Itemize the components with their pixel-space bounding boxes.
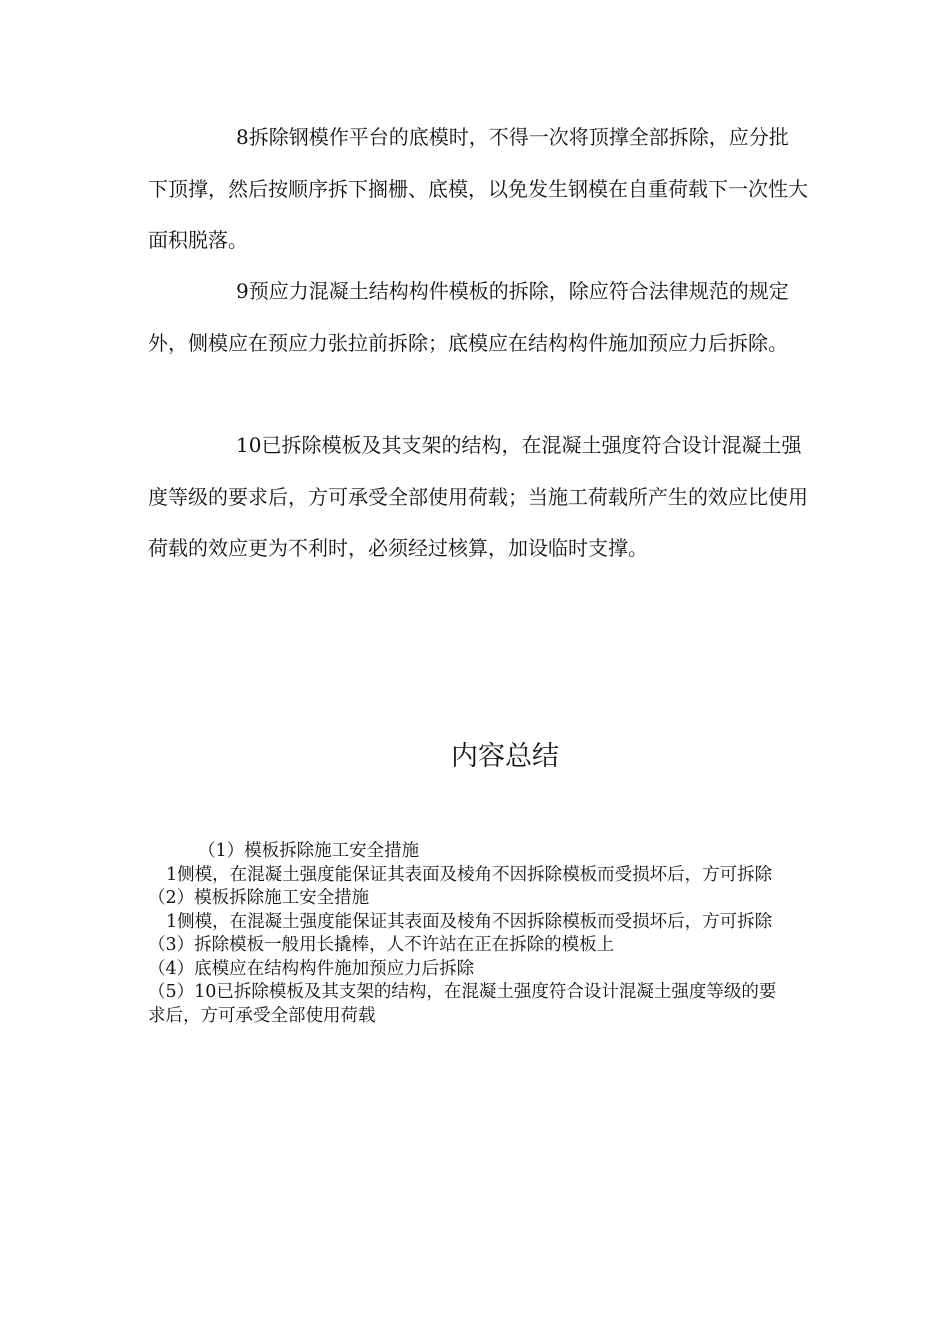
paragraph-10: 10已拆除模板及其支架的结构，在混凝土强度符合设计混凝土强度等级的要求后，方可承受全部使用荷载；当施工荷载所产生的效应比使用荷载的效应更为不利时，必须经过核算，加设临时支撑。: [148, 433, 808, 560]
summary-line-1: （1）模板拆除施工安全措施: [198, 841, 420, 861]
summary-line-5: （3）拆除模板一般用长撬棒，人不许站在正在拆除的模板上: [148, 935, 615, 955]
summary-list: [148, 840, 788, 1028]
paragraph-9: 9预应力混凝土结构构件模板的拆除，除应符合法律规范的规定外，侧模应在预应力张拉前拆除；底模应在结构构件施加预应力后拆除。: [148, 279, 789, 355]
summary-line-3: （2）模板拆除施工安全措施: [148, 888, 370, 908]
summary-line-6: （4）底模应在结构构件施加预应力后拆除: [148, 958, 475, 979]
summary-line-4: 1侧模，在混凝土强度能保证其表面及棱角不因拆除模板而受损坏后，方可拆除: [166, 911, 773, 932]
summary-line-7: （5）10已拆除模板及其支架的结构，在混凝土强度符合设计混凝土强度等级的要求后，方可承受全部使用荷载: [148, 982, 777, 1026]
summary-title: 内容总结: [451, 741, 559, 772]
paragraph-8: 8拆除钢模作平台的底模时，不得一次将顶撑全部拆除，应分批下顶撑，然后按顺序拆下搁栅、底模，以免发生钢模在自重荷载下一次性大面积脱落。: [148, 125, 808, 252]
summary-line-2: 1侧模，在混凝土强度能保证其表面及棱角不因拆除模板而受损坏后，方可拆除: [166, 864, 773, 885]
